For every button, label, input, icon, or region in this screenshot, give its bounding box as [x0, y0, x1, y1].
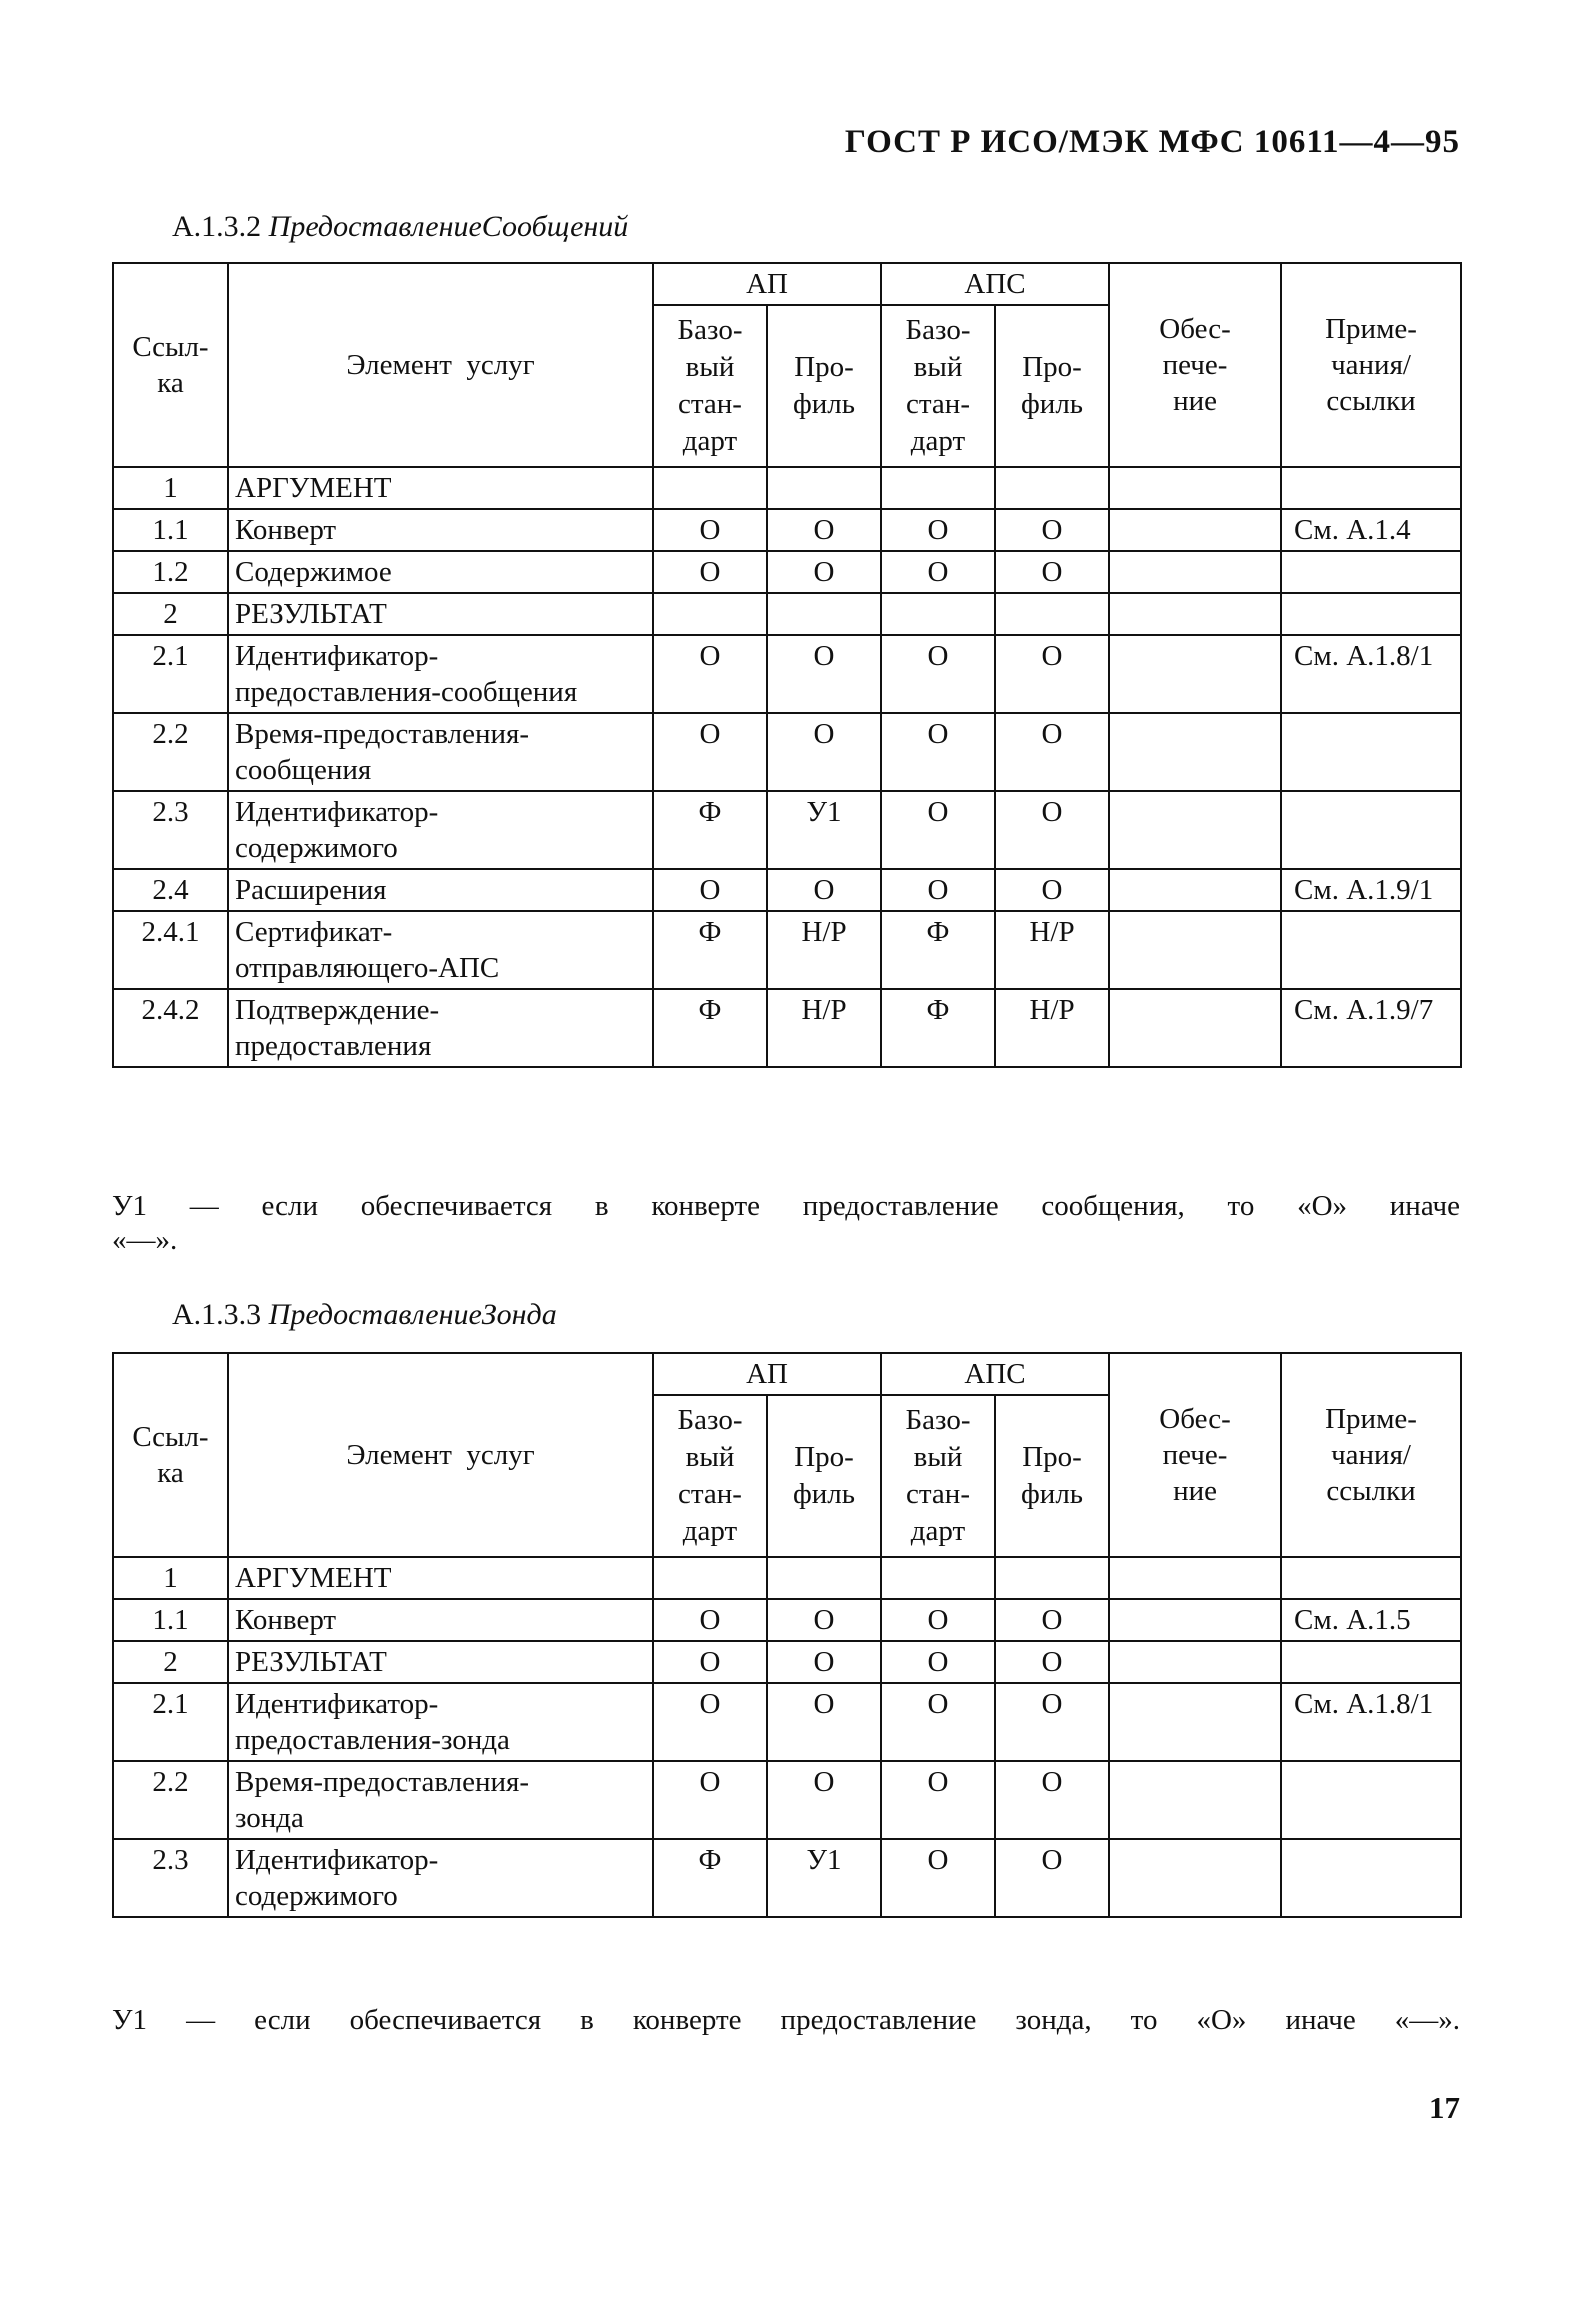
cell-ap-base	[653, 467, 767, 509]
cell-ap-profile: О	[767, 551, 881, 593]
cell-ap-base: Ф	[653, 911, 767, 989]
column-header-element: Элемент услуг	[228, 1353, 653, 1557]
cell-support	[1109, 911, 1281, 989]
cell-support	[1109, 551, 1281, 593]
column-header-aps-base: Базо- вый стан- дарт	[881, 1395, 995, 1557]
cell-support	[1109, 635, 1281, 713]
cell-ref: 2.1	[113, 635, 228, 713]
cell-element: Содержимое	[228, 551, 653, 593]
cell-support	[1109, 467, 1281, 509]
footnote-line-continuation: «—».	[112, 1224, 178, 1256]
cell-ref: 2.3	[113, 1839, 228, 1917]
cell-ap-base: О	[653, 713, 767, 791]
cell-element: Подтверждение- предоставления	[228, 989, 653, 1067]
cell-ap-base: О	[653, 1599, 767, 1641]
cell-element: Время-предоставления- сообщения	[228, 713, 653, 791]
column-header-ap-profile: Про- филь	[767, 305, 881, 467]
column-header-notes: Приме- чания/ ссылки	[1281, 1353, 1461, 1557]
cell-support	[1109, 1683, 1281, 1761]
cell-ap-profile: О	[767, 713, 881, 791]
column-header-aps: АПС	[881, 263, 1109, 305]
column-header-ap: АП	[653, 1353, 881, 1395]
cell-aps-base: О	[881, 869, 995, 911]
cell-aps-profile: Н/Р	[995, 989, 1109, 1067]
cell-notes	[1281, 593, 1461, 635]
cell-aps-base: О	[881, 1641, 995, 1683]
cell-aps-profile: О	[995, 1599, 1109, 1641]
cell-element: Время-предоставления- зонда	[228, 1761, 653, 1839]
cell-ap-base: О	[653, 869, 767, 911]
cell-aps-profile: О	[995, 791, 1109, 869]
cell-support	[1109, 1761, 1281, 1839]
section-name: ПредоставлениеЗонда	[268, 1298, 557, 1331]
cell-support	[1109, 509, 1281, 551]
cell-ap-profile: О	[767, 509, 881, 551]
footnote-line: У1 — если обеспечивается в конверте предоставление зонда, то «О» иначе «—».	[112, 2004, 1460, 2036]
cell-aps-base: О	[881, 1599, 995, 1641]
cell-element: РЕЗУЛЬТАТ	[228, 1641, 653, 1683]
page-number: 17	[1429, 2090, 1460, 2125]
column-header-notes: Приме- чания/ ссылки	[1281, 263, 1461, 467]
column-header-ref: Ссыл- ка	[113, 1353, 228, 1557]
column-header-aps: АПС	[881, 1353, 1109, 1395]
cell-notes	[1281, 791, 1461, 869]
cell-ref: 2.4.1	[113, 911, 228, 989]
column-header-ref: Ссыл- ка	[113, 263, 228, 467]
cell-aps-profile: О	[995, 635, 1109, 713]
cell-element: Расширения	[228, 869, 653, 911]
cell-ap-base: О	[653, 1641, 767, 1683]
cell-notes: См. А.1.4	[1281, 509, 1461, 551]
table-row	[113, 593, 1461, 635]
section-number: А.1.3.2	[172, 210, 262, 243]
cell-ref: 2.4	[113, 869, 228, 911]
cell-ap-profile: Н/Р	[767, 989, 881, 1067]
document-header: ГОСТ Р ИСО/МЭК МФС 10611—4—95	[844, 124, 1460, 160]
cell-element: Идентификатор- предоставления-сообщения	[228, 635, 653, 713]
cell-notes: См. А.1.9/7	[1281, 989, 1461, 1067]
column-header-element: Элемент услуг	[228, 263, 653, 467]
cell-element: Идентификатор- содержимого	[228, 791, 653, 869]
cell-notes	[1281, 1839, 1461, 1917]
cell-aps-base: О	[881, 635, 995, 713]
column-header-ap-base: Базо- вый стан- дарт	[653, 1395, 767, 1557]
footnote-line: У1 — если обеспечивается в конверте предоставление сообщения, то «О» иначе	[112, 1190, 1460, 1222]
cell-ap-profile: У1	[767, 791, 881, 869]
cell-notes: См. А.1.9/1	[1281, 869, 1461, 911]
cell-element: Конверт	[228, 509, 653, 551]
table-row	[113, 1761, 1461, 1839]
cell-element: АРГУМЕНТ	[228, 1557, 653, 1599]
cell-ap-profile: О	[767, 1683, 881, 1761]
cell-aps-base: Ф	[881, 989, 995, 1067]
table-row	[113, 1641, 1461, 1683]
cell-notes	[1281, 1641, 1461, 1683]
cell-ref: 2	[113, 1641, 228, 1683]
table-row	[113, 791, 1461, 869]
table-row	[113, 1599, 1461, 1641]
cell-ref: 1.1	[113, 1599, 228, 1641]
cell-ap-profile	[767, 593, 881, 635]
cell-element: Идентификатор- содержимого	[228, 1839, 653, 1917]
cell-notes	[1281, 713, 1461, 791]
cell-support	[1109, 989, 1281, 1067]
table-row	[113, 713, 1461, 791]
cell-support	[1109, 1641, 1281, 1683]
cell-notes	[1281, 467, 1461, 509]
cell-aps-base	[881, 467, 995, 509]
cell-support	[1109, 791, 1281, 869]
cell-aps-profile: О	[995, 1839, 1109, 1917]
cell-notes	[1281, 1761, 1461, 1839]
cell-ref: 2.2	[113, 713, 228, 791]
cell-support	[1109, 1599, 1281, 1641]
section-number: А.1.3.3	[172, 1298, 262, 1331]
cell-aps-profile: О	[995, 869, 1109, 911]
cell-ap-profile: Н/Р	[767, 911, 881, 989]
cell-element: АРГУМЕНТ	[228, 467, 653, 509]
cell-aps-profile	[995, 593, 1109, 635]
column-header-support: Обес- пече- ние	[1109, 263, 1281, 467]
cell-ref: 1.2	[113, 551, 228, 593]
cell-ap-base: Ф	[653, 989, 767, 1067]
cell-aps-base: О	[881, 1761, 995, 1839]
cell-ap-base: О	[653, 1683, 767, 1761]
table-row	[113, 509, 1461, 551]
cell-support	[1109, 1557, 1281, 1599]
cell-ap-profile: О	[767, 869, 881, 911]
cell-ref: 1	[113, 467, 228, 509]
cell-notes	[1281, 551, 1461, 593]
cell-ap-base	[653, 593, 767, 635]
cell-aps-profile: О	[995, 509, 1109, 551]
cell-ref: 1.1	[113, 509, 228, 551]
cell-ref: 1	[113, 1557, 228, 1599]
section-title	[172, 210, 628, 244]
column-header-aps-profile: Про- филь	[995, 1395, 1109, 1557]
cell-aps-base	[881, 1557, 995, 1599]
table-container	[112, 1352, 1460, 1918]
cell-ref: 2.3	[113, 791, 228, 869]
cell-element: Сертификат- отправляющего-АПС	[228, 911, 653, 989]
service-elements-table	[112, 262, 1462, 1068]
cell-ap-profile	[767, 1557, 881, 1599]
cell-ref: 2.4.2	[113, 989, 228, 1067]
cell-ap-profile: О	[767, 1761, 881, 1839]
cell-element: Идентификатор- предоставления-зонда	[228, 1683, 653, 1761]
cell-ap-base: О	[653, 509, 767, 551]
cell-ap-profile: О	[767, 1641, 881, 1683]
cell-aps-profile	[995, 1557, 1109, 1599]
column-header-aps-profile: Про- филь	[995, 305, 1109, 467]
cell-ap-profile: О	[767, 635, 881, 713]
cell-aps-base: О	[881, 509, 995, 551]
cell-aps-profile: О	[995, 1761, 1109, 1839]
cell-support	[1109, 713, 1281, 791]
cell-notes: См. А.1.8/1	[1281, 635, 1461, 713]
cell-ap-profile: У1	[767, 1839, 881, 1917]
table-row	[113, 1683, 1461, 1761]
cell-aps-profile: О	[995, 713, 1109, 791]
table-container	[112, 262, 1460, 1068]
cell-aps-base: О	[881, 551, 995, 593]
cell-ref: 2	[113, 593, 228, 635]
cell-aps-base: О	[881, 713, 995, 791]
table-row	[113, 1557, 1461, 1599]
cell-notes	[1281, 911, 1461, 989]
table-row	[113, 551, 1461, 593]
cell-aps-profile: Н/Р	[995, 911, 1109, 989]
column-header-aps-base: Базо- вый стан- дарт	[881, 305, 995, 467]
column-header-support: Обес- пече- ние	[1109, 1353, 1281, 1557]
cell-aps-base: О	[881, 1683, 995, 1761]
table-row	[113, 635, 1461, 713]
cell-aps-profile	[995, 467, 1109, 509]
table-row	[113, 1839, 1461, 1917]
service-elements-table	[112, 1352, 1462, 1918]
cell-ap-base: О	[653, 551, 767, 593]
cell-aps-base: Ф	[881, 911, 995, 989]
section-title	[172, 1298, 557, 1332]
column-header-ap-base: Базо- вый стан- дарт	[653, 305, 767, 467]
cell-support	[1109, 869, 1281, 911]
cell-notes: См. А.1.8/1	[1281, 1683, 1461, 1761]
cell-ap-base: О	[653, 635, 767, 713]
cell-element: Конверт	[228, 1599, 653, 1641]
table-row	[113, 911, 1461, 989]
cell-ap-base: Ф	[653, 791, 767, 869]
section-name: ПредоставлениеСообщений	[268, 210, 629, 243]
cell-support	[1109, 593, 1281, 635]
cell-aps-base: О	[881, 1839, 995, 1917]
cell-aps-profile: О	[995, 1641, 1109, 1683]
column-header-ap: АП	[653, 263, 881, 305]
table-row	[113, 989, 1461, 1067]
cell-ap-profile: О	[767, 1599, 881, 1641]
cell-ap-base: Ф	[653, 1839, 767, 1917]
cell-aps-profile: О	[995, 551, 1109, 593]
cell-element: РЕЗУЛЬТАТ	[228, 593, 653, 635]
cell-notes: См. А.1.5	[1281, 1599, 1461, 1641]
cell-ap-profile	[767, 467, 881, 509]
cell-aps-base: О	[881, 791, 995, 869]
table-row	[113, 467, 1461, 509]
cell-support	[1109, 1839, 1281, 1917]
table-row	[113, 869, 1461, 911]
cell-ap-base	[653, 1557, 767, 1599]
cell-aps-base	[881, 593, 995, 635]
cell-ref: 2.2	[113, 1761, 228, 1839]
cell-notes	[1281, 1557, 1461, 1599]
cell-ap-base: О	[653, 1761, 767, 1839]
column-header-ap-profile: Про- филь	[767, 1395, 881, 1557]
cell-aps-profile: О	[995, 1683, 1109, 1761]
cell-ref: 2.1	[113, 1683, 228, 1761]
